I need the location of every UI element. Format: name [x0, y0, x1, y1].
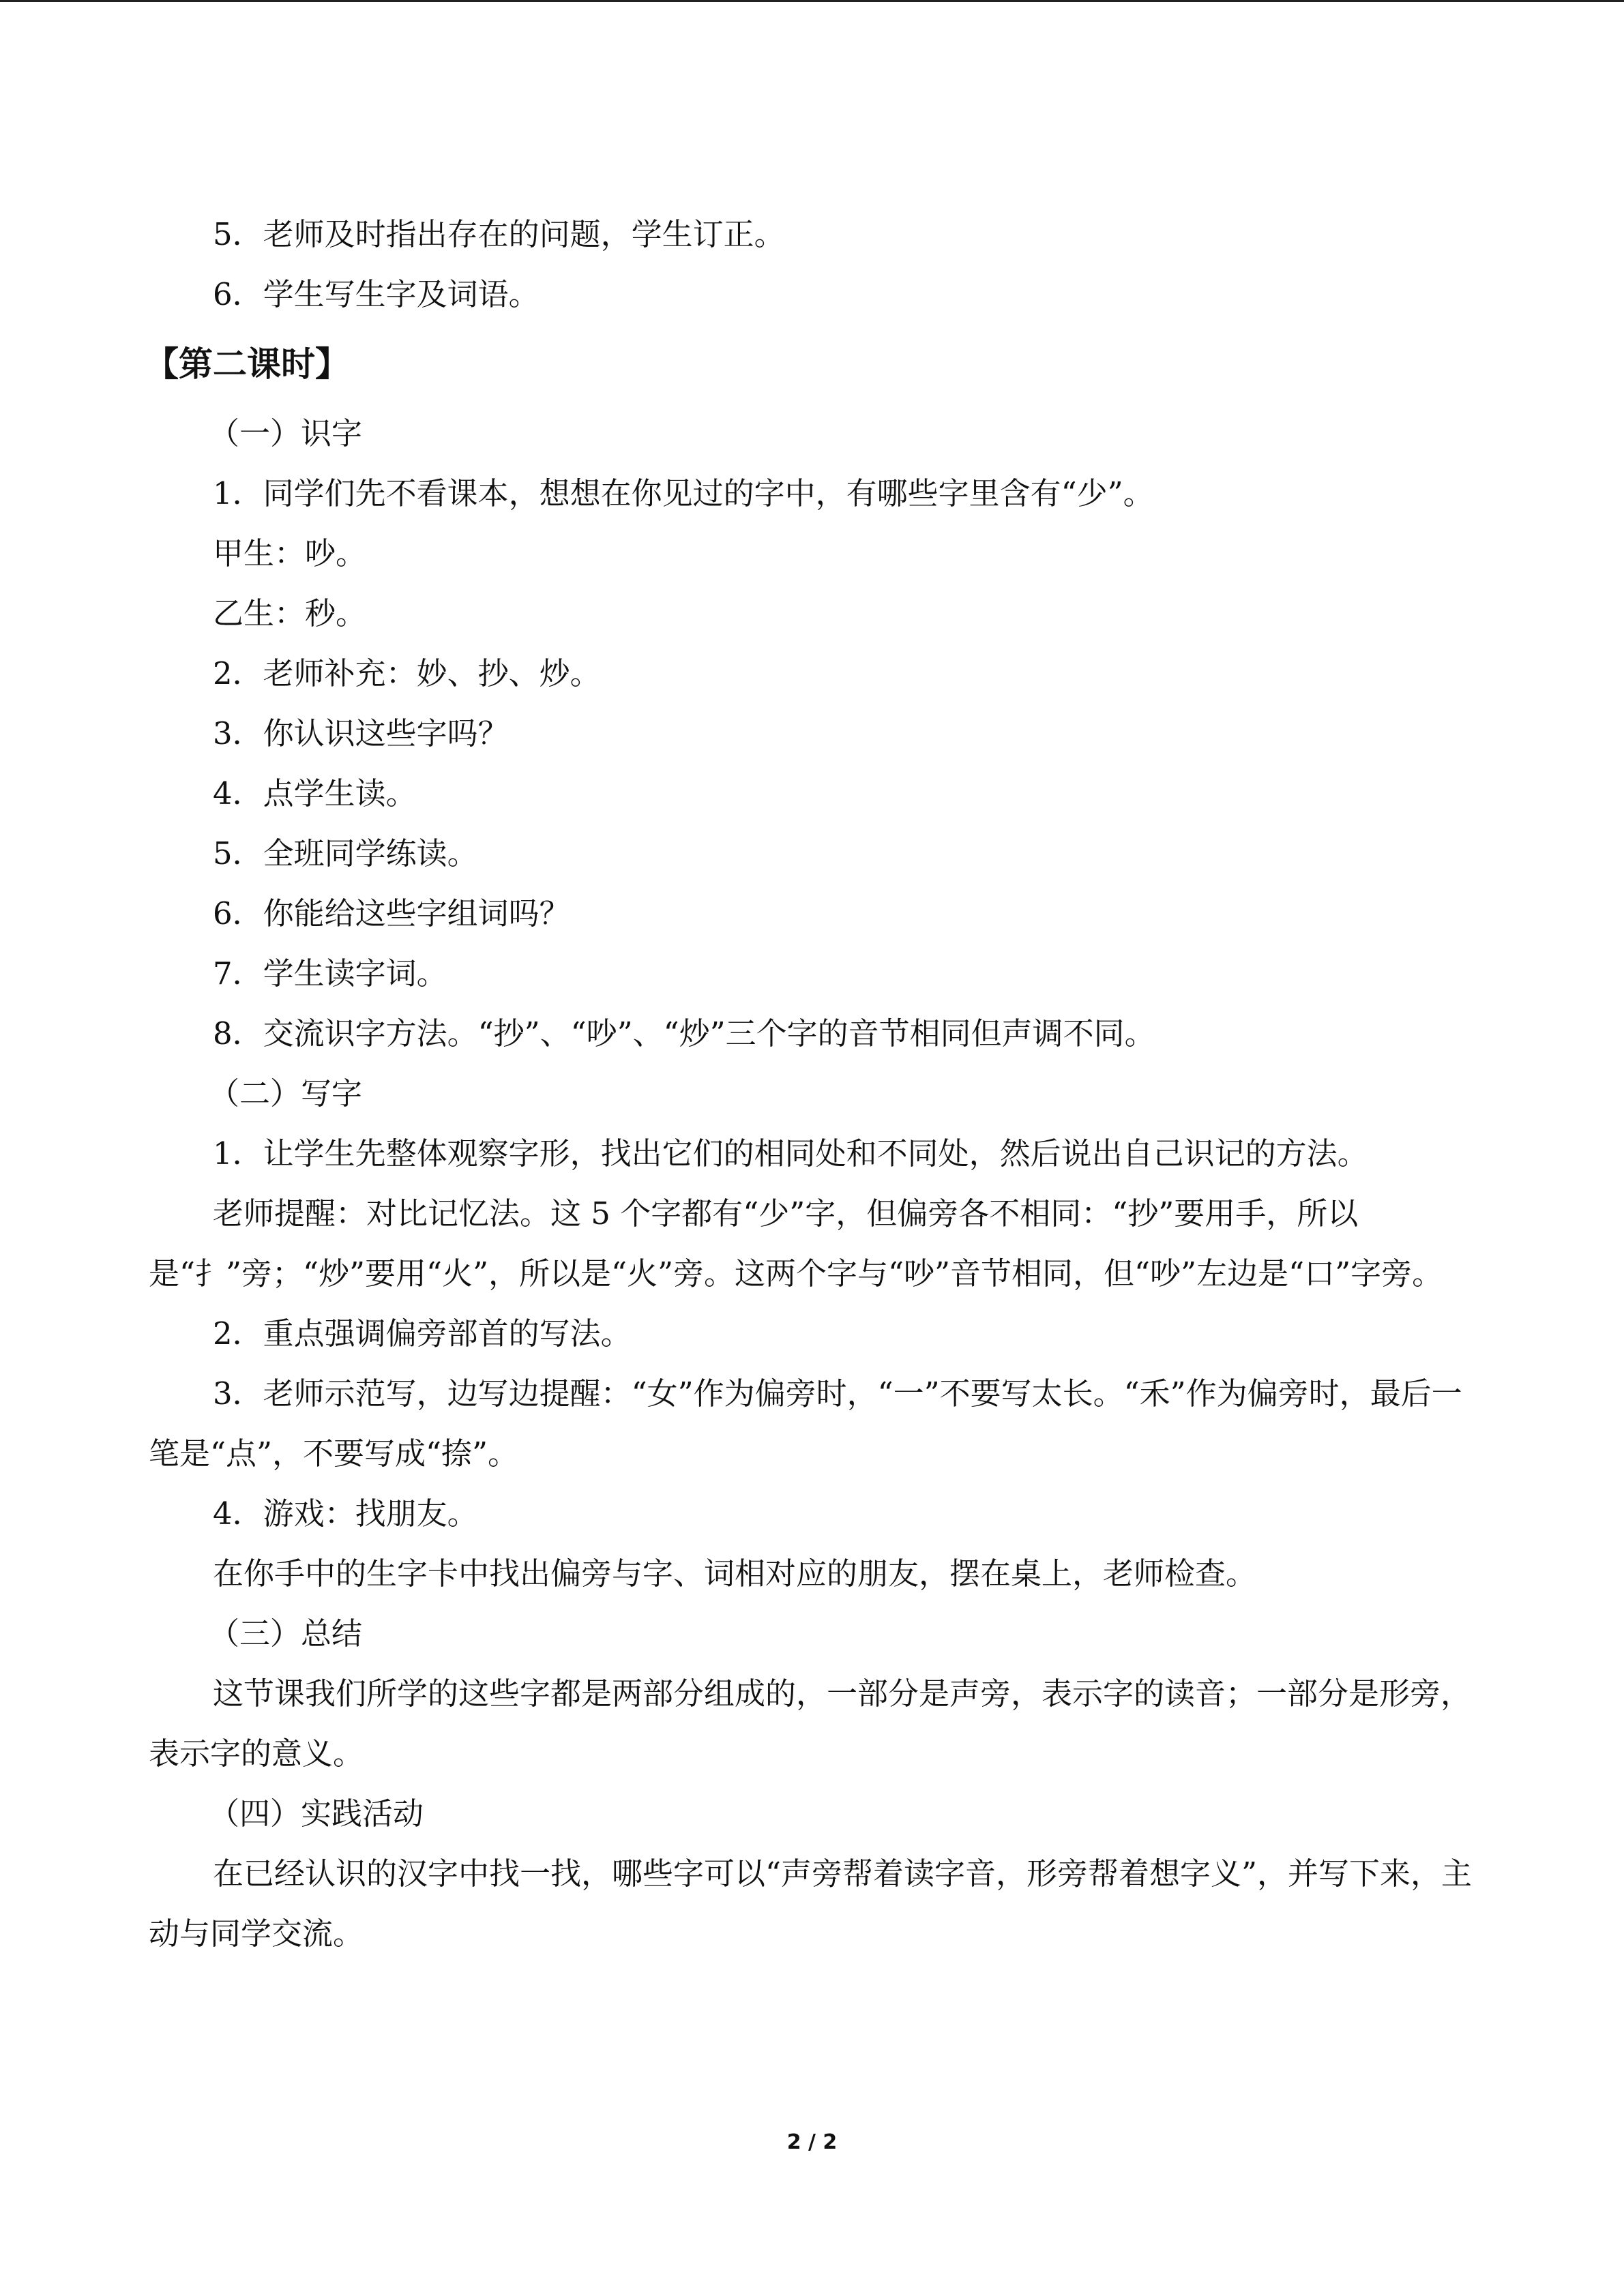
part1-line-9: 7．学生读字词。: [213, 955, 447, 992]
part1-line-8: 6．你能给这些字组词吗？: [213, 895, 570, 931]
part3-title: （三）总结: [209, 1615, 363, 1652]
part1-line-1: 1．同学们先不看课本，想想在你见过的字中，有哪些字里含有“少”。: [213, 475, 1154, 511]
part2-game-text: 在你手中的生字卡中找出偏旁与字、词相对应的朋友，摆在桌上，老师检查。: [213, 1555, 1257, 1592]
part4-title: （四）实践活动: [209, 1795, 424, 1832]
part2-title: （二）写字: [209, 1075, 363, 1112]
part1-line-3: 乙生：秒。: [213, 595, 367, 631]
section-title: 【第二课时】: [145, 344, 349, 384]
top-border-line: [0, 0, 1624, 2]
part1-line-7: 5．全班同学练读。: [213, 835, 478, 871]
part1-line-5: 3．你认识这些字吗？: [213, 715, 509, 751]
part2-line-2: 2．重点强调偏旁部首的写法。: [213, 1315, 632, 1352]
part2-line-4: 4．游戏：找朋友。: [213, 1495, 478, 1532]
part1-line-10: 8．交流识字方法。“抄”、“吵”、“炒”三个字的音节相同但声调不同。: [213, 1015, 1155, 1052]
intro-item-5: 5．老师及时指出存在的问题，学生订正。: [213, 216, 785, 252]
part1-title: （一）识字: [209, 415, 363, 451]
part1-line-4: 2．老师补充：妙、抄、炒。: [213, 655, 601, 691]
part2-line-3: 3．老师示范写，边写边提醒：“女”作为偏旁时，“一”不要写太长。“禾”作为偏旁时，最后一笔是“点”，不要写成“捺”。: [149, 1375, 1462, 1472]
part1-line-6: 4．点学生读。: [213, 775, 417, 811]
document-body: [145, 205, 1475, 1964]
part4-text: 在已经认识的汉字中找一找，哪些字可以“声旁帮着读字音，形旁帮着想字义”，并写下来，主动与同学交流。: [149, 1855, 1473, 1952]
page-number: 2 / 2: [786, 2130, 838, 2154]
intro-item-6: 6．学生写生字及词语。: [213, 276, 540, 312]
part1-line-2: 甲生：吵。: [213, 535, 367, 571]
part2-line-1: 1．让学生先整体观察字形，找出它们的相同处和不同处，然后说出自己识记的方法。: [213, 1135, 1368, 1172]
part3-text: 这节课我们所学的这些字都是两部分组成的，一部分是声旁，表示字的读音；一部分是形旁，表示字的意义。: [149, 1675, 1472, 1772]
part2-teacher-tip: 老师提醒：对比记忆法。这 5 个字都有“少”字，但偏旁各不相同：“抄”要用手，所以是“扌”旁；“炒”要用“火”，所以是“火”旁。这两个字与“吵”音节相同，但“吵”左边是“口”字旁。: [149, 1195, 1443, 1292]
